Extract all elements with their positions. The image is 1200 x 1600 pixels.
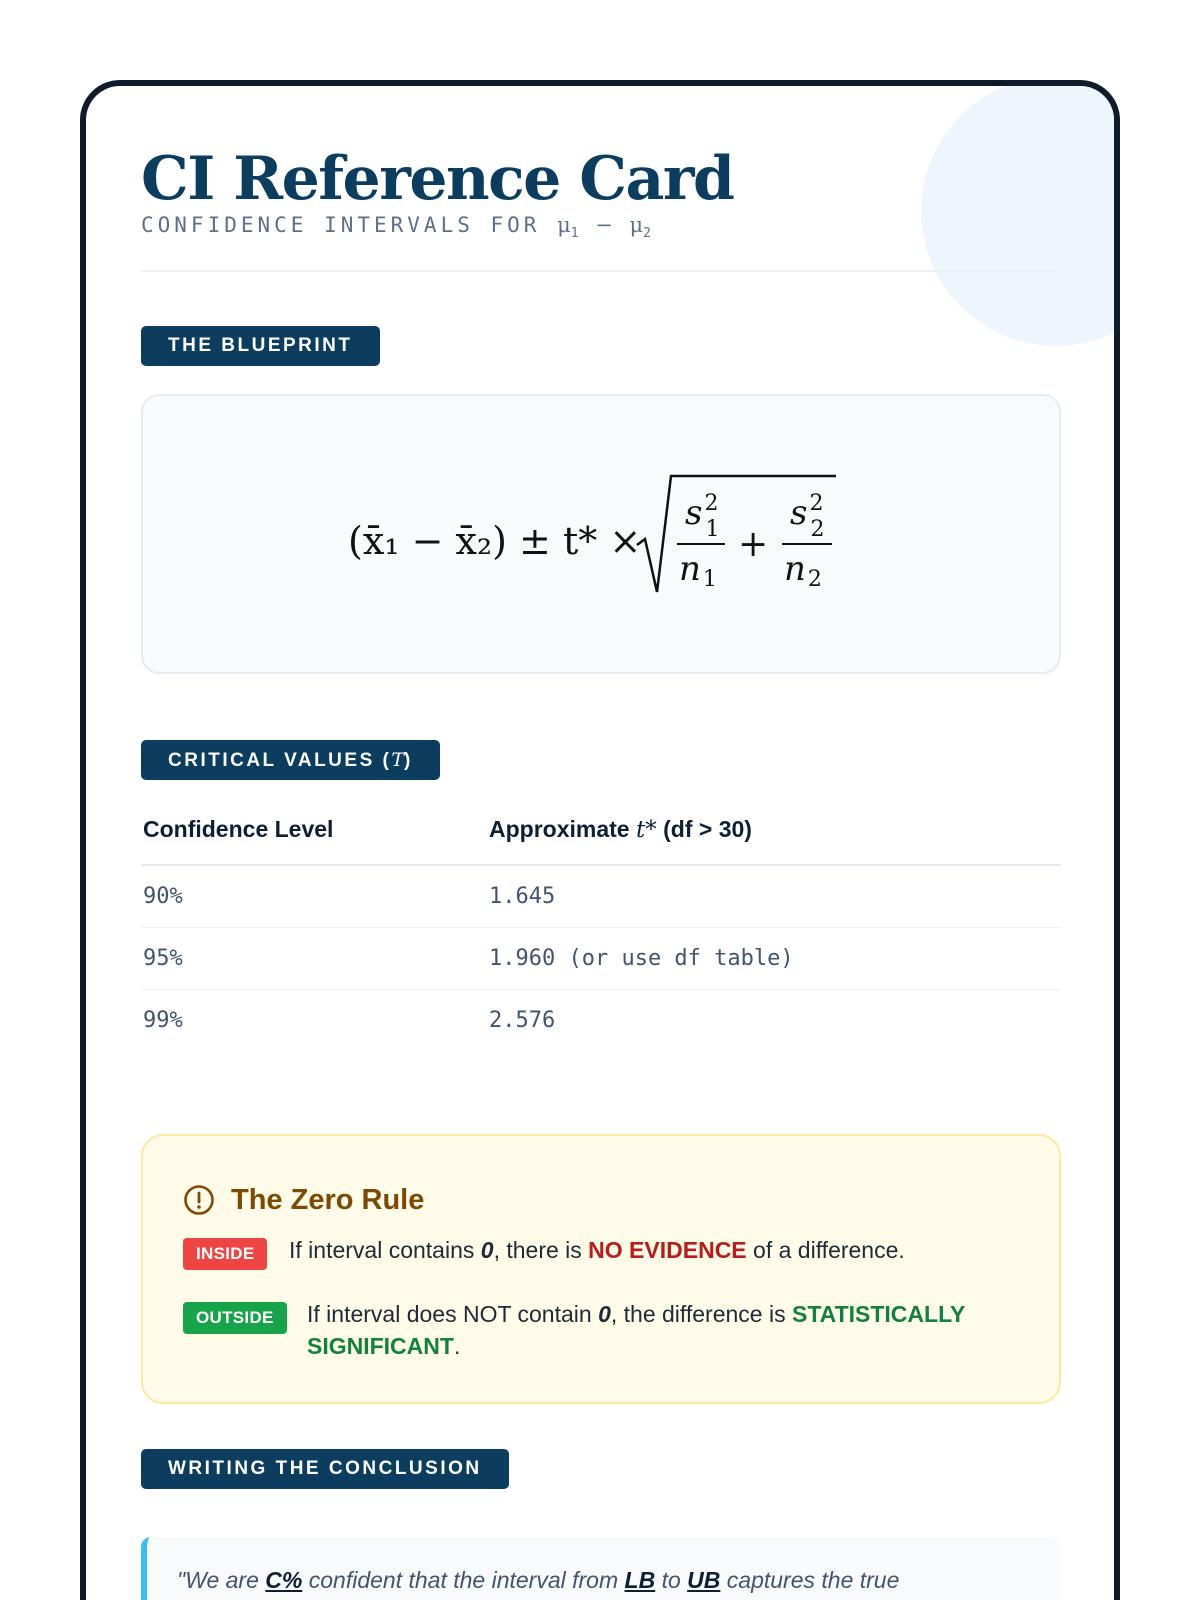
s2-superscript: 2 [809,491,824,516]
decorative-circle [921,80,1120,346]
cell-level: 99% [143,1008,183,1033]
subtitle-mu-2: μ [629,213,644,237]
table-row [141,866,1061,928]
frac2-numerator [790,491,824,542]
n2-subscript: 2 [807,567,822,592]
header-approx-prefix: Approximate [489,816,630,842]
reference-card [80,80,1120,1600]
outside-rule-text [307,1298,1037,1362]
quote-part-1: "We are [177,1567,259,1593]
inside-badge: INSIDE [183,1238,267,1270]
cell-value: 1.960 (or use df table) [489,946,794,971]
table-header-row [141,806,1061,866]
n2-symbol: n [784,549,806,589]
inside-text-3: of a difference. [753,1237,905,1263]
outside-text-2: , the difference is [610,1301,786,1327]
header-approx-suffix: (df > 30) [663,816,752,842]
inside-text-2: , there is [493,1237,582,1263]
critical-label-prefix: CRITICAL VALUES ( [168,750,392,771]
table-header-confidence: Confidence Level [143,816,334,842]
header-approx-var: t* [635,817,657,843]
s1-symbol: s [685,493,703,533]
outside-highlight: STATISTICALLY SIGNIFICANT [307,1301,965,1359]
inside-text-1: If interval contains [289,1237,475,1263]
ci-formula [143,396,1063,676]
frac-plus: + [738,524,769,565]
conclusion-template-text [177,1563,1037,1597]
rule-inside [183,1234,1043,1274]
inside-highlight: NO EVIDENCE [588,1237,747,1263]
cell-level: 90% [143,884,183,909]
zero-rule-title: The Zero Rule [231,1184,425,1216]
section-label-conclusion: WRITING THE CONCLUSION [141,1449,509,1489]
critical-values-table [141,806,1061,1052]
table-row [141,928,1061,990]
subtitle-minus: − [595,213,613,237]
subtitle-mu-1: μ [557,213,571,237]
page-title: CI Reference Card [141,144,734,214]
n1-subscript: 1 [702,567,717,592]
outside-text-1: If interval does NOT contain [307,1301,592,1327]
cell-value: 2.576 [489,1008,556,1033]
quote-part-2: confident that the interval from [308,1567,619,1593]
subtitle-sub-2: 2 [643,226,651,242]
inside-zero: 0 [480,1237,494,1263]
quote-lb: LB [624,1567,656,1593]
quote-part-3: to [661,1567,681,1593]
quote-part-4: captures the true [726,1567,900,1593]
subtitle-prefix: CONFIDENCE INTERVALS FOR [141,213,541,237]
s1-superscript: 2 [704,491,719,516]
page-subtitle [141,213,651,241]
quote-ub: UB [687,1567,721,1593]
quote-c-percent: C% [265,1567,303,1593]
critical-label-var: T [391,749,405,771]
section-label-critical-values [141,740,440,780]
frac2-denominator [784,549,822,592]
header-divider [141,270,1061,272]
rule-outside [183,1298,1043,1368]
inside-rule-text [289,1234,905,1266]
zero-rule-callout [141,1134,1061,1404]
critical-label-suffix: ) [404,750,413,771]
table-header-approx [489,816,752,843]
outside-zero: 0 [598,1301,611,1327]
formula-lhs: (x̄₁ − x̄₂) ± t* × [348,519,642,563]
alert-circle-icon [183,1184,215,1216]
outside-text-3: . [453,1333,461,1359]
subtitle-sub-1: 1 [570,226,579,242]
conclusion-quote [141,1537,1061,1600]
cell-value: 1.645 [489,884,556,909]
s2-subscript: 2 [810,517,825,542]
table-row [141,990,1061,1052]
formula-box [141,394,1061,674]
frac1-denominator [679,549,717,592]
section-label-blueprint: THE BLUEPRINT [141,326,380,366]
cell-level: 95% [143,946,183,971]
n1-symbol: n [679,549,701,589]
outside-badge: OUTSIDE [183,1302,287,1334]
frac1-numerator [685,491,719,542]
s2-symbol: s [790,493,808,533]
s1-subscript: 1 [705,517,720,542]
